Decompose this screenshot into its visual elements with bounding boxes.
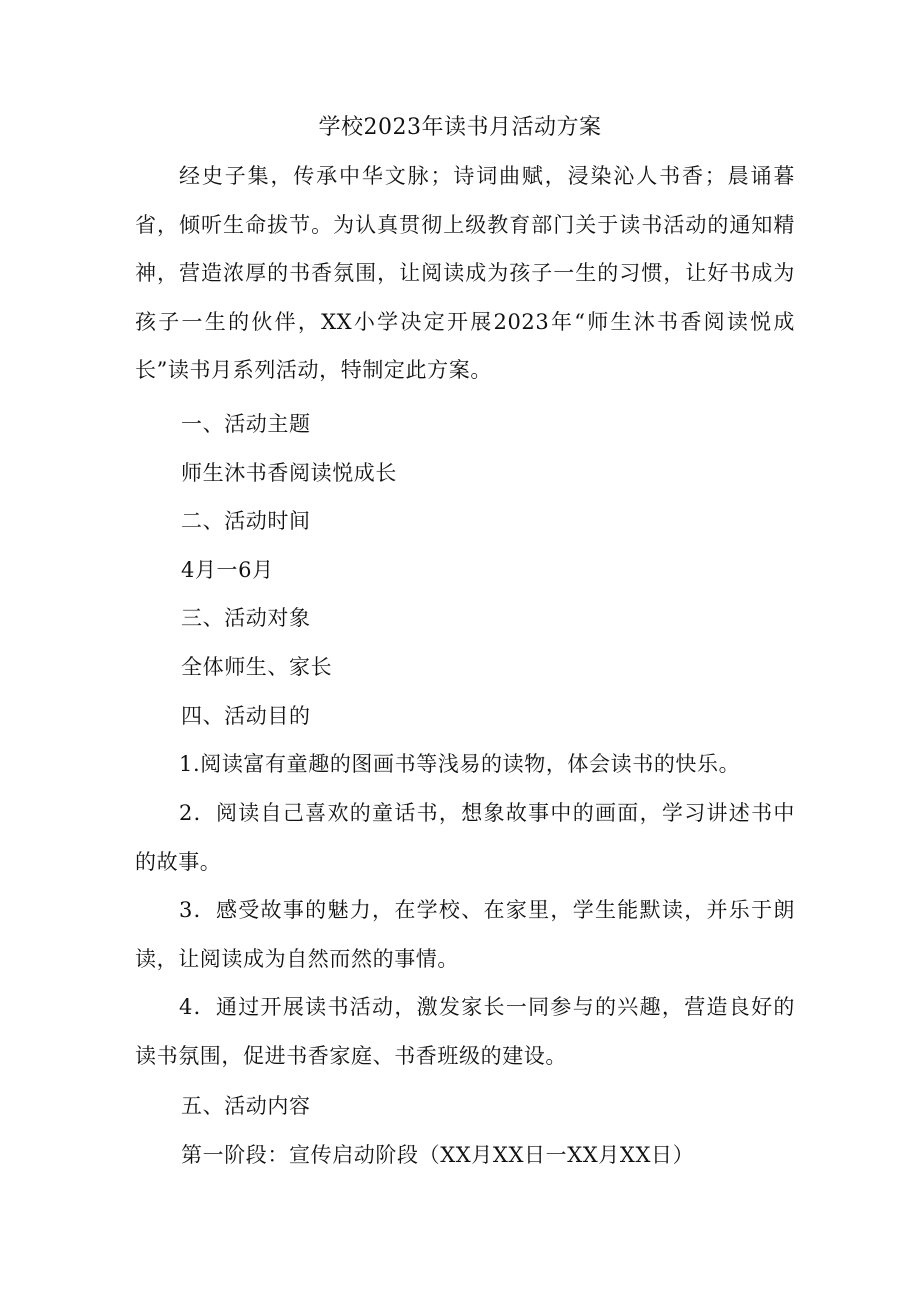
section-heading-content: 五、活动内容 bbox=[181, 1094, 311, 1118]
section-heading-audience: 三、活动对象 bbox=[181, 606, 311, 630]
goal-item-4: 4．通过开展读书活动，激发家长一同参与的兴趣，营造良好的读书氛围，促进书香家庭、书香班级的建设。 bbox=[135, 995, 795, 1068]
document-title: 学校2023年读书月活动方案 bbox=[318, 115, 602, 140]
intro-paragraph: 经史子集，传承中华文脉；诗词曲赋，浸染沁人书香；晨诵暮省，倾听生命拔节。为认真贯彻上级教育部门关于读书活动的通知精神，营造浓厚的书香氛围，让阅读成为孩子一生的习惯，让好书成为孩子一生的伙伴，XX小学决定开展2023年“师生沐书香阅读悦成长”读书月系列活动，特制定此方案。 bbox=[135, 164, 795, 382]
goal-item-1: 1.阅读富有童趣的图画书等浅易的读物，体会读书的快乐。 bbox=[179, 752, 741, 776]
section-heading-purpose: 四、活动目的 bbox=[181, 704, 311, 728]
audience-text: 全体师生、家长 bbox=[181, 655, 333, 679]
goal-item-3: 3．感受故事的魅力，在学校、在家里，学生能默读，并乐于朗读，让阅读成为自然而然的事情。 bbox=[135, 898, 795, 971]
section-heading-time: 二、活动时间 bbox=[181, 509, 311, 533]
time-text: 4月一6月 bbox=[181, 558, 274, 582]
stage-1-text: 第一阶段：宣传启动阶段（XX月XX日一XX月XX日） bbox=[181, 1143, 695, 1167]
section-heading-theme: 一、活动主题 bbox=[181, 412, 311, 436]
goal-item-2: 2．阅读自己喜欢的童话书，想象故事中的画面，学习讲述书中的故事。 bbox=[135, 801, 795, 874]
theme-text: 师生沐书香阅读悦成长 bbox=[181, 461, 397, 485]
